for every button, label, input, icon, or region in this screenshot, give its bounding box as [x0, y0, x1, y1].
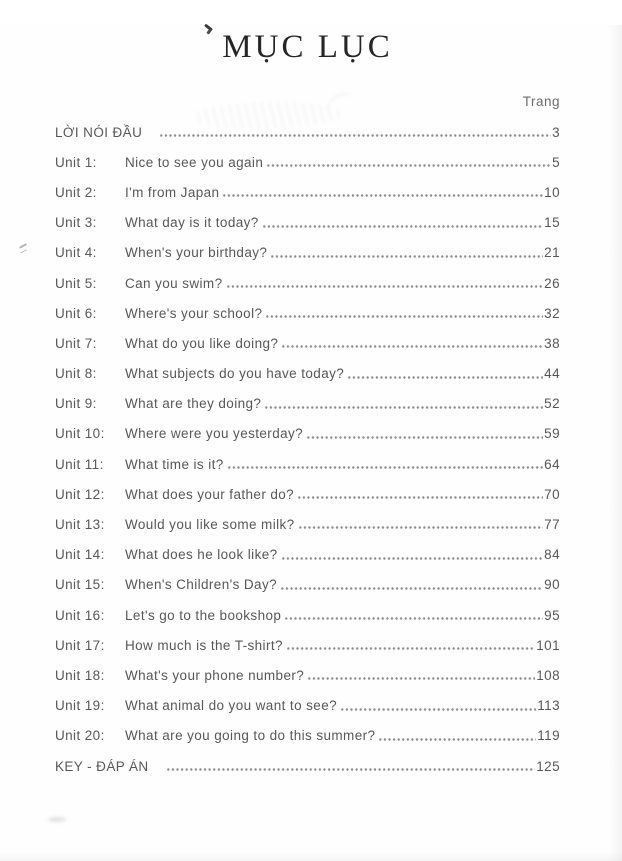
toc-row-title: When's your birthday? — [125, 245, 268, 261]
toc-row-title: What are they doing? — [125, 396, 262, 412]
toc-row-title: Let's go to the bookshop — [125, 607, 282, 623]
toc-row-label: Unit 3: — [55, 215, 97, 231]
toc-row-title: Can you swim? — [125, 275, 223, 291]
toc-row-unit-15 — [55, 570, 560, 600]
toc-row-unit-3 — [55, 208, 560, 238]
dot-leader — [222, 186, 543, 199]
toc-row-page: 38 — [544, 335, 560, 351]
toc-row-title: I'm from Japan — [125, 184, 220, 200]
toc-row-title: What animal do you want to see? — [125, 698, 338, 714]
toc-row-unit-7 — [55, 328, 560, 358]
dot-leader — [281, 548, 544, 561]
toc-row-key — [55, 751, 560, 781]
toc-row-label: Unit 8: — [55, 366, 97, 382]
toc-row-page: 113 — [537, 698, 560, 714]
toc-row-title: What subjects do you have today? — [125, 366, 345, 382]
dot-leader — [159, 126, 551, 139]
toc-row-page: 44 — [544, 366, 560, 382]
dot-leader — [284, 609, 543, 622]
toc-row-unit-14 — [55, 540, 560, 570]
toc-row-page: 125 — [536, 758, 560, 774]
toc-row-foreword — [55, 117, 560, 147]
scan-artifact-smudge — [48, 817, 66, 822]
toc-row-unit-5 — [55, 268, 560, 298]
toc-row-label: Unit 17: — [55, 637, 105, 653]
page-column-header: Trang — [522, 94, 560, 109]
toc-row-label: Unit 7: — [55, 335, 97, 351]
toc-row-unit-20 — [55, 721, 560, 751]
toc-row-label: KEY - ĐÁP ÁN — [55, 758, 149, 774]
toc-row-label: Unit 1: — [55, 154, 97, 170]
dot-leader — [378, 729, 536, 742]
toc-row-title: Would you like some milk? — [125, 517, 295, 533]
dot-leader — [281, 337, 543, 350]
toc-row-label: Unit 9: — [55, 396, 97, 412]
toc-row-label: Unit 14: — [55, 547, 105, 563]
toc-row-unit-10 — [55, 419, 560, 449]
toc-row-label: Unit 20: — [55, 728, 105, 744]
toc-row-label: Unit 13: — [55, 517, 105, 533]
toc-content — [0, 25, 622, 781]
toc-row-title: What does your father do? — [125, 486, 295, 502]
toc-row-page: 70 — [544, 486, 560, 502]
dot-leader — [307, 669, 535, 682]
toc-row-unit-17 — [55, 630, 560, 660]
toc-row-page: 21 — [544, 245, 560, 261]
toc-row-unit-2 — [55, 177, 560, 207]
toc-row-page: 101 — [536, 637, 560, 653]
toc-row-title: Nice to see you again — [125, 154, 264, 170]
toc-row-unit-16 — [55, 600, 560, 630]
toc-row-label: Unit 6: — [55, 305, 97, 321]
toc-row-unit-8 — [55, 359, 560, 389]
toc-row-title: How much is the T-shirt? — [125, 637, 283, 653]
toc-row-label: Unit 19: — [55, 698, 105, 714]
scanned-toc-page — [0, 25, 622, 861]
toc-row-page: 90 — [544, 577, 560, 593]
toc-row-page: 84 — [544, 547, 560, 563]
toc-row-title: Where were you yesterday? — [125, 426, 304, 442]
toc-row-label: Unit 18: — [55, 667, 105, 683]
toc-row-unit-1 — [55, 147, 560, 177]
dot-leader — [227, 458, 544, 471]
dot-leader — [226, 277, 544, 290]
toc-row-title: What do you like doing? — [125, 335, 279, 351]
toc-row-title: What's your phone number? — [125, 667, 305, 683]
dot-leader — [280, 578, 543, 591]
toc-row-page: 119 — [537, 728, 560, 744]
toc-row-label: Unit 15: — [55, 577, 105, 593]
toc-row-page: 59 — [544, 426, 560, 442]
toc-row-label: LỜI NÓI ĐẦU — [55, 124, 143, 140]
toc-row-page: 108 — [536, 667, 560, 683]
toc-row-page: 10 — [544, 184, 560, 200]
toc-row-unit-6 — [55, 298, 560, 328]
toc-row-page: 15 — [544, 215, 560, 231]
toc-row-label: Unit 2: — [55, 184, 97, 200]
dot-leader — [286, 639, 535, 652]
dot-leader — [306, 427, 543, 440]
toc-row-title: Where's your school? — [125, 305, 263, 321]
toc-row-page: 32 — [544, 305, 560, 321]
toc-row-page: 3 — [552, 124, 560, 140]
toc-row-label: Unit 10: — [55, 426, 105, 442]
dot-leader — [347, 367, 543, 380]
toc-row-label: Unit 5: — [55, 275, 97, 291]
toc-row-page: 5 — [552, 154, 560, 170]
table-of-contents — [55, 117, 560, 781]
toc-row-label: Unit 11: — [55, 456, 104, 472]
toc-row-unit-13 — [55, 509, 560, 539]
toc-row-title: When's Children's Day? — [125, 577, 278, 593]
toc-row-unit-4 — [55, 238, 560, 268]
toc-row-title: What are you going to do this summer? — [125, 728, 376, 744]
toc-row-unit-19 — [55, 691, 560, 721]
dot-leader — [265, 307, 543, 320]
toc-row-unit-18 — [55, 660, 560, 690]
dot-leader — [340, 699, 536, 712]
dot-leader — [266, 156, 551, 169]
dot-leader — [262, 216, 543, 229]
toc-row-unit-12 — [55, 479, 560, 509]
dot-leader — [297, 488, 543, 501]
toc-row-page: 95 — [544, 607, 560, 623]
page-title: MỤC LỤC — [222, 29, 393, 65]
toc-row-label: Unit 16: — [55, 607, 105, 623]
toc-row-page: 77 — [544, 517, 560, 533]
toc-row-unit-11 — [55, 449, 560, 479]
toc-row-page: 52 — [544, 396, 560, 412]
dot-leader — [264, 397, 543, 410]
toc-row-title: What day is it today? — [125, 215, 259, 231]
dot-leader — [166, 760, 536, 773]
toc-row-label: Unit 4: — [55, 245, 97, 261]
toc-row-title: What time is it? — [125, 456, 224, 472]
toc-row-label: Unit 12: — [55, 486, 105, 502]
dot-leader — [270, 246, 543, 259]
dot-leader — [298, 518, 544, 531]
toc-row-title: What does he look like? — [125, 547, 278, 563]
toc-row-unit-9 — [55, 389, 560, 419]
toc-row-page: 64 — [544, 456, 560, 472]
toc-row-page: 26 — [544, 275, 560, 291]
